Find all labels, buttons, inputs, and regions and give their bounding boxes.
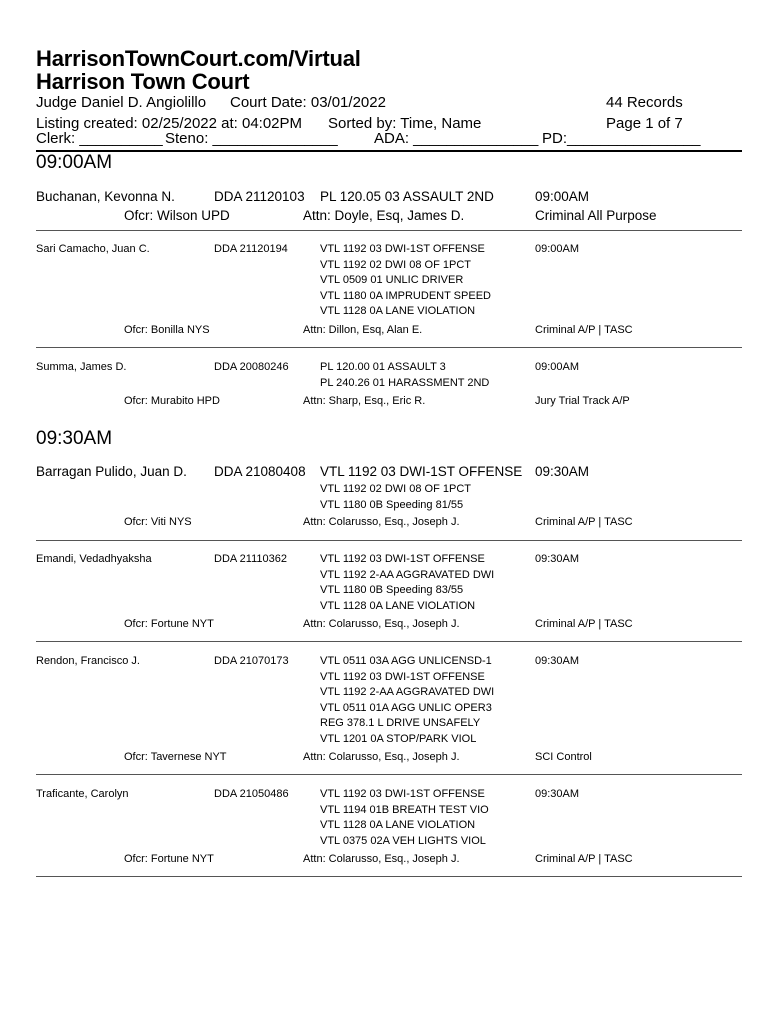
case-divider xyxy=(36,641,742,642)
defendant-name: Sari Camacho, Juan C. xyxy=(36,243,150,255)
defendant-name: Summa, James D. xyxy=(36,361,127,373)
docket-number: DDA 20080246 xyxy=(214,361,289,373)
charge: VTL 1192 03 DWI-1ST OFFENSE xyxy=(320,243,485,255)
case-time: 09:30AM xyxy=(535,553,580,565)
case-divider xyxy=(36,876,742,877)
charge: VTL 1192 03 DWI-1ST OFFENSE xyxy=(320,670,485,683)
officer: Ofcr: Fortune NYT xyxy=(124,853,214,865)
case-time: 09:30AM xyxy=(535,464,590,479)
page-number: Page 1 of 7 xyxy=(606,115,683,132)
officer: Ofcr: Tavernese NYT xyxy=(124,751,227,763)
charge: VTL 1192 02 DWI 08 OF 1PCT xyxy=(320,483,472,495)
attorney: Attn: Dillon, Esq, Alan E. xyxy=(303,324,423,336)
ada-field: ADA: _______________ xyxy=(374,130,539,147)
charge: VTL 0375 02A VEH LIGHTS VIOL xyxy=(320,834,486,847)
charge-list xyxy=(320,787,489,849)
defendant-name: Rendon, Francisco J. xyxy=(36,655,140,667)
attorney: Attn: Colarusso, Esq., Joseph J. xyxy=(303,853,460,865)
charge: VTL 0511 03A AGG UNLICENSD-1 xyxy=(320,655,492,667)
records-count: 44 Records xyxy=(606,94,683,111)
case-divider xyxy=(36,347,742,348)
time-slot-heading: 09:00AM xyxy=(36,152,113,173)
charge-list xyxy=(320,242,491,320)
case-divider xyxy=(36,774,742,775)
case-track: Criminal A/P | TASC xyxy=(535,853,633,865)
sorted-by: Sorted by: Time, Name xyxy=(328,115,482,132)
court-name: Harrison Town Court xyxy=(36,69,250,94)
charge: REG 378.1 L DRIVE UNSAFELY xyxy=(320,717,481,729)
charge: PL 120.05 03 ASSAULT 2ND xyxy=(320,189,494,204)
charge: VTL 1192 03 DWI-1ST OFFENSE xyxy=(320,464,523,479)
case-track: Criminal A/P | TASC xyxy=(535,618,633,630)
charge: VTL 1192 03 DWI-1ST OFFENSE xyxy=(320,553,485,565)
case-time: 09:00AM xyxy=(535,189,590,204)
time-slot-heading: 09:30AM xyxy=(36,428,113,449)
charge: VTL 1128 0A LANE VIOLATION xyxy=(320,599,476,612)
court-date: Court Date: 03/01/2022 xyxy=(230,94,386,111)
charge: VTL 1180 0B Speeding 83/55 xyxy=(320,584,464,596)
case-track: Criminal A/P | TASC xyxy=(535,324,633,336)
charge: VTL 1192 2-AA AGGRAVATED DWI xyxy=(320,568,495,581)
charge: VTL 0509 01 UNLIC DRIVER xyxy=(320,274,464,286)
clerk-field: Clerk: __________ xyxy=(36,130,163,147)
site-title: HarrisonTownCourt.com/Virtual xyxy=(36,46,361,71)
attorney: Attn: Colarusso, Esq., Joseph J. xyxy=(303,618,460,630)
charge: VTL 1192 03 DWI-1ST OFFENSE xyxy=(320,788,485,800)
case-track: Criminal A/P | TASC xyxy=(535,516,633,528)
officer: Ofcr: Viti NYS xyxy=(124,516,192,528)
charge: VTL 1192 2-AA AGGRAVATED DWI xyxy=(320,686,495,698)
officer: Ofcr: Bonilla NYS xyxy=(124,324,210,336)
officer: Ofcr: Fortune NYT xyxy=(124,618,214,630)
case-time: 09:30AM xyxy=(535,655,580,667)
charge: PL 240.26 01 HARASSMENT 2ND xyxy=(320,376,490,389)
steno-field: Steno: _______________ xyxy=(165,130,338,147)
defendant-name: Emandi, Vedadhyaksha xyxy=(36,553,152,565)
case-time: 09:30AM xyxy=(535,788,580,800)
docket-number: DDA 21120194 xyxy=(214,243,288,255)
docket-number: DDA 21050486 xyxy=(214,788,289,800)
docket-number: DDA 21110362 xyxy=(214,553,287,565)
case-divider xyxy=(36,540,742,541)
header-divider xyxy=(36,150,742,152)
defendant-name: Traficante, Carolyn xyxy=(36,788,129,800)
attorney: Attn: Colarusso, Esq., Joseph J. xyxy=(303,516,460,528)
charge: VTL 1128 0A LANE VIOLATION xyxy=(320,305,476,317)
listing-created: Listing created: 02/25/2022 at: 04:02PM xyxy=(36,115,303,132)
charge-list xyxy=(320,360,489,391)
case-track: Criminal All Purpose xyxy=(535,208,657,223)
charge: VTL 1128 0A LANE VIOLATION xyxy=(320,819,476,831)
case-time: 09:00AM xyxy=(535,361,580,373)
charge: VTL 1194 01B BREATH TEST VIO xyxy=(320,803,489,816)
charge-list xyxy=(320,482,471,513)
charge: VTL 1192 02 DWI 08 OF 1PCT xyxy=(320,258,472,271)
docket-number: DDA 21120103 xyxy=(214,189,305,204)
charge: VTL 1180 0B Speeding 81/55 xyxy=(320,498,464,511)
officer: Ofcr: Murabito HPD xyxy=(124,395,220,407)
judge-name: Judge Daniel D. Angiolillo xyxy=(36,94,207,111)
pd-field: PD:________________ xyxy=(542,130,701,147)
charge: PL 120.00 01 ASSAULT 3 xyxy=(320,361,446,373)
charge: VTL 1180 0A IMPRUDENT SPEED xyxy=(320,289,491,302)
docket-number: DDA 21080408 xyxy=(214,464,306,479)
case-track: SCI Control xyxy=(535,751,592,763)
charge: VTL 1201 0A STOP/PARK VIOL xyxy=(320,732,477,745)
defendant-name: Buchanan, Kevonna N. xyxy=(36,189,175,204)
attorney: Attn: Doyle, Esq, James D. xyxy=(303,208,465,223)
charge-list xyxy=(320,552,494,614)
charge-list xyxy=(320,654,494,747)
docket-number: DDA 21070173 xyxy=(214,655,289,667)
case-time: 09:00AM xyxy=(535,243,580,255)
case-track: Jury Trial Track A/P xyxy=(535,395,630,407)
attorney: Attn: Colarusso, Esq., Joseph J. xyxy=(303,751,460,763)
charge: VTL 0511 01A AGG UNLIC OPER3 xyxy=(320,701,492,714)
officer: Ofcr: Wilson UPD xyxy=(124,208,230,223)
case-divider xyxy=(36,230,742,231)
attorney: Attn: Sharp, Esq., Eric R. xyxy=(303,395,426,407)
defendant-name: Barragan Pulido, Juan D. xyxy=(36,464,187,479)
